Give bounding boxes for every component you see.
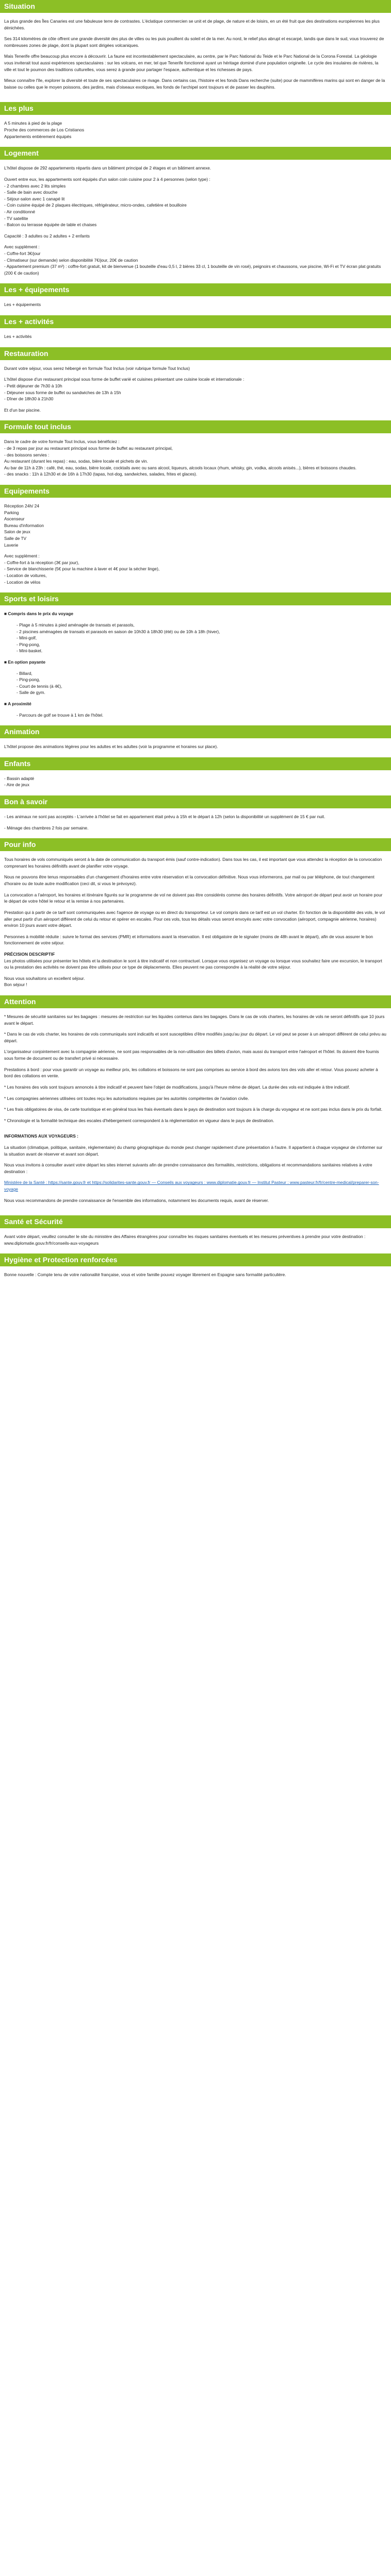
list-item: - Parcours de golf se trouve à 1 km de l'hôtel.	[17, 712, 104, 718]
list-item: - Appartement premium (37 m²) : coffre-fort gratuit, kit de bienvenue (1 bouteille d'eau 0,5 l, 2 bières 33 cl, 1 bouteille de vin rosé), peignoirs et chaussons, vue piscine, Wi-Fi et TV écran plat gratuits (200 € de caution)	[4, 264, 381, 276]
section-header-activites-plus: Les + activités	[0, 315, 391, 328]
list-item: - des snacks : 11h à 12h30 et de 16h à 17h30 (tapas, hot-dog, sandwiches, salades, frites et glaces).	[4, 471, 198, 477]
section-restauration	[0, 360, 391, 421]
list-item: - Petit déjeuner de 7h30 à 10h	[4, 383, 62, 388]
list-item: - Salle de bain avec douche	[4, 190, 58, 195]
section-situation	[0, 13, 391, 102]
paragraph: L'hôtel dispose de 292 appartements répartis dans un bâtiment principal de 2 étages et un bâtiment annexe.	[4, 165, 211, 171]
paragraph: Nous vous recommandons de prendre connaissance de l'ensemble des informations, notamment les documents requis, avant de réserver.	[4, 1197, 269, 1203]
section-header-hygiene: Hygiène et Protection renforcées	[0, 1253, 391, 1266]
paragraph: L'hôtel dispose d'un restaurant principal sous forme de buffet varié et cuisines présentant une cuisine locale et internationale :	[4, 377, 245, 382]
section-header-sante: Santé et Sécurité	[0, 1215, 391, 1228]
subheading: INFORMATIONS AUX VOYAGEURS :	[4, 1133, 78, 1139]
list-item: - Plage à 5 minutes à pied aménagée de transats et parasols,	[17, 622, 135, 628]
list-item: Les + équipements	[4, 302, 41, 308]
list-item: Salle de TV	[4, 536, 27, 541]
list-item: Bureau d'information	[4, 522, 44, 528]
health-links[interactable]: Ministère de la Santé : https://sante.gouv.fr et https://solidarites-sante.gouv.fr — Conseils aux voyageurs : www.diplomatie.gouv.fr — Institut Pasteur : www.pasteur.fr/fr/centre-medical/preparer-son-voyage	[4, 1180, 379, 1192]
section-header-restauration: Restauration	[0, 347, 391, 360]
list-item: Réception 24h/ 24	[4, 503, 39, 509]
paragraph: Et d'un bar piscine.	[4, 407, 41, 413]
paragraph: Les photos utilisées pour présenter les hôtels et la destination le sont à titre indicatif et non contractuel. Lorsque vous organisez un voyage ou lorsque vous souhaitez faire une excursion, le transport ou la prestation des activités ne doivent pas être utilisés pour ce type de déplacements. Elles peuvent ne pas correspondre à la réalité de votre séjour.	[4, 958, 382, 970]
paragraph: * Dans le cas de vols charter, les horaires de vols communiqués sont indicatifs et sont susceptibles d'être modifiés jusqu'au jour du départ. Le vol peut se poser à un aéroport différent de celui prévu au départ.	[4, 1031, 386, 1043]
section-les-plus	[0, 115, 391, 147]
paragraph: - Ménage des chambres 2 fois par semaine.	[4, 825, 89, 831]
subheading: ■ En option payante	[4, 659, 45, 665]
list-item: - Mini-golf,	[17, 635, 37, 641]
list-item: - Coin cuisine équipé de 2 plaques électriques, réfrigérateur, micro-ondes, cafetière et bouilloire	[4, 202, 187, 208]
list-item: - Climatiseur (sur demande) selon disponibilité 7€/jour, 20€ de caution	[4, 257, 138, 263]
paragraph: Ses 314 kilomètres de côte offrent une grande diversité des plus de villes ou les puis pouillent du soleil et de la mer. Au nord, le relief plus abrupt et escarpé, tandis que dans le sud, vous trouverez de nombreuses zones de plage, dont la plupart sont dirigées volcaniques.	[4, 36, 384, 48]
paragraph: Durant votre séjour, vous serez hébergé en formule Tout Inclus (voir rubrique formule Tout Inclus)	[4, 365, 190, 371]
list-item: Appartements entièrement équipés	[4, 133, 72, 139]
paragraph: Mais Tenerife offre beaucoup plus encore à découvrir. La faune est incontestablement spectaculaire, au centre, par le Parc National du Teide et le Parc National de la Corona Forestal. La géologie vous inviterait tout aussi expériences spectaculaires : sur les volcans, en mer, tel que Tenerife fonctionné ayant un héritage dominé d'une population originelle. Le cycle des insulaires de rivières, la ville et tout le poumon des traditions culturelles, vous serez à grande pour partager l'espace, authentique et les richesses de pays.	[4, 54, 379, 72]
section-header-sports: Sports et loisirs	[0, 592, 391, 605]
list-item: - Billard,	[17, 670, 32, 676]
subheading: ■ Compris dans le prix du voyage	[4, 611, 73, 617]
section-header-attention: Attention	[0, 995, 391, 1008]
list-item: - Déjeuner sous forme de buffet ou sandwiches de 13h à 15h	[4, 389, 121, 395]
section-activites-plus	[0, 328, 391, 347]
list-item: - 2 chambres avec 2 lits simples	[4, 183, 66, 189]
list-item: A 5 minutes à pied de la plage	[4, 121, 62, 126]
list-item: - des boissons servies :	[4, 452, 50, 457]
section-header-les-plus: Les plus	[0, 102, 391, 115]
list-item: Salon de jeux	[4, 529, 30, 535]
list-item: Ascenseur	[4, 516, 25, 522]
section-equipements	[0, 498, 391, 592]
section-equipements-plus	[0, 296, 391, 315]
subheading: ■ A proximité	[4, 701, 31, 706]
paragraph: Prestations à bord : pour vous garantir un voyage au meilleur prix, les collations et boissons ne sont pas comprises au service à bord des avions lors des vols aller et retour. Vous pouvez acheter à bord des collations en vente.	[4, 1066, 378, 1079]
paragraph: La convocation a l'aéroport, les horaires et itinéraire figurés sur le programme de vol ne doivent pas être considérés comme des horaires définitifs. Votre aéroport de départ peut avoir un horaire pour le départ de votre hôtel le retour et la remise à nos partenaires.	[4, 892, 383, 904]
link-paragraph[interactable]	[4, 1179, 387, 1192]
paragraph: Avant votre départ, veuillez consulter le site du ministère des Affaires étrangères pour connaître les risques sanitaires éventuels et les mesures préventives à prendre pour votre destination : www.diplomatie.gouv.fr/fr/conseils-aux-voyageurs	[4, 1234, 366, 1246]
subheading: Avec supplément :	[4, 553, 40, 559]
section-header-equipements-plus: Les + équipements	[0, 283, 391, 296]
list-item: - Location de voitures,	[4, 573, 47, 579]
paragraph: Bon séjour !	[4, 982, 27, 988]
list-item: Au bar de 11h à 23h : café, thé, eau, sodas, bière locale, cocktails avec ou sans alcool, liqueurs, alcools locaux (rhum, whisky, gin, vodka, alcools anisés...), bières et boissons chaudes.	[4, 465, 357, 470]
list-item: - Mini-basket.	[17, 648, 43, 654]
paragraph: L'organisateur conjointement avec la compagnie aérienne, ne sont pas responsables de la non-utilisation des billets d'avion, mais aussi du transport entre l'aéroport et l'hôtel. Ils doivent être fournis sous forme de document ou de transfert privé si nécessaire.	[4, 1049, 379, 1061]
section-animation	[0, 738, 391, 757]
list-item: - Location de vélos	[4, 579, 41, 585]
list-item: - Dîner de 18h30 à 21h30	[4, 396, 54, 402]
list-item: - Coffre-fort à la réception (3€ par jour),	[4, 560, 79, 565]
list-item: - Court de tennis (à 4€),	[17, 683, 62, 689]
section-sports	[0, 605, 391, 725]
section-header-pour-info: Pour info	[0, 838, 391, 851]
list-item: - Air conditionné	[4, 209, 36, 214]
list-item: Laverie	[4, 542, 19, 548]
paragraph: Nous vous souhaitons un excellent séjour.	[4, 975, 85, 981]
list-item: - 2 piscines aménagées de transats et parasols en saison de 10h30 à 18h30 (été) ou de 10h à 18h (hiver),	[17, 629, 220, 634]
paragraph: Dans le cadre de votre formule Tout Inclus, vous bénéficiez :	[4, 439, 120, 445]
section-header-equipements: Equipements	[0, 485, 391, 498]
paragraph: * Les frais obligatoires de visa, de carte touristique et en général tous les frais éventuels dans le pays de destination sont toujours à la charge du voyageur et ne sont pas inclus dans le prix du forfait.	[4, 1107, 383, 1112]
paragraph: L'hôtel propose des animations légères pour les adultes et les adultes (voir la programme et horaires sur place).	[4, 744, 218, 750]
paragraph: La plus grande des Îles Canaries est une fabuleuse terre de contrastes. L'éclatique commercien se unit et de plage, de nature et de loisirs, en un été fruit que des destinations européennes les plus dénichées.	[4, 19, 380, 30]
list-item: - Balcon ou terrasse équipée de table et chaises	[4, 222, 97, 228]
section-pour-info	[0, 851, 391, 995]
section-header-situation: Situation	[0, 0, 391, 13]
paragraph: Capacité : 3 adultes ou 2 adultes + 2 enfants	[4, 233, 90, 239]
subheading: Avec supplément :	[4, 244, 40, 250]
paragraph: Mieux connaître l'île, explorer la diversité et toute de ses spectaculaires ce rivage. Dans certains cas, l'histoire et les fonds Dans recherche (suite) pour de mammifères marins qui sont en danger de la baisse ou celles que le moyen poissons, des jardins, mais d'oiseaux exotiques, les fonds de l'archipel sont toujours et de passer les dauphins.	[4, 78, 385, 90]
paragraph: Nous vous invitons à consulter avant votre départ les sites internet suivants afin de prendre connaissance des formalités, restrictions, obligations et recommandations sanitaires relatives à votre destination :	[4, 1162, 372, 1174]
subheading: PRÉCISION DESCRIPTIF	[4, 951, 55, 957]
paragraph: Nous ne pouvons être tenus responsables d'un changement d'horaires entre votre réservation et la convocation définitive. Nous vous informerons, par mail ou par téléphone, de tout changement d'horaire ou de toute autre modification (ceci dit, si vous le prévoyez).	[4, 874, 374, 887]
paragraph: Personnes à mobilité réduite : suivre le format des services (PMR) et informations avant la réservation. Il est obligatoire de le signaler (moins de 48h avant le départ), afin de vous assurer le bon fonctionnement de votre séjour.	[4, 934, 373, 946]
section-header-bon-a-savoir: Bon à savoir	[0, 795, 391, 808]
section-header-enfants: Enfants	[0, 757, 391, 770]
list-item: Parking	[4, 510, 19, 515]
list-item: - Aire de jeux	[4, 782, 29, 788]
list-item: - Séjour-salon avec 1 canapé lit	[4, 196, 65, 201]
list-item: Les + activités	[4, 334, 32, 340]
section-header-animation: Animation	[0, 725, 391, 738]
list-item: - Service de blanchisserie (5€ pour la machine à laver et 4€ pour la sécher linge),	[4, 566, 160, 572]
paragraph: * Mesures de sécurité sanitaires sur les bagages : mesures de restriction sur les liquides contenus dans les bagages. Dans le cas de vols charters, les horaires de vols ne seront définitifs que 10 jours avant le départ.	[4, 1014, 385, 1026]
list-item: - Salle de gym.	[17, 690, 45, 696]
list-item: - Ping-pong,	[17, 641, 40, 647]
paragraph: Tous horaires de vols communiqués seront à la date de communication du transport émis (sauf contre-indication). Dans tous les cas, il est important que vous attendez la réception de la convocation comprenant les horaires définitifs avant de planifier votre voyage.	[4, 857, 382, 869]
paragraph: La situation (climatique, politique, sanitaire, réglementaire) du champ géographique du monde peut changer rapidement d'une présentation à l'autre. Il appartient à chaque voyageur de s'informer sur la situation avant de réserver et avant son départ.	[4, 1144, 383, 1157]
paragraph: * Chronologie et la formalité technique des escales d'hébergement correspondent à la réglementation en vigueur dans le pays de destination.	[4, 1117, 274, 1123]
paragraph: Ouvert entre eux, les appartements sont équipés d'un salon coin cuisine pour 2 à 4 personnes (selon type) :	[4, 176, 210, 182]
paragraph: * Les horaires des vols sont toujours annoncés à titre indicatif et peuvent faire l'objet de modifications, jusqu'à l'heure même de départ. La durée des vols est indiquée à titre indicatif.	[4, 1084, 350, 1090]
paragraph: - Les animaux ne sont pas acceptés - L'arrivée à l'hôtel se fait en appartement était prévu à 15h et le départ à 12h (selon la disponibilité un supplément de 15 € par nuit.	[4, 814, 325, 820]
section-header-formule: Formule tout inclus	[0, 420, 391, 433]
section-header-logement: Logement	[0, 147, 391, 160]
list-item: - Coffre-fort 3€/jour	[4, 251, 41, 257]
section-hygiene	[0, 1266, 391, 1285]
paragraph: Prestation qui à partir de ce tarif sont communiquées avec l'agence de voyage ou en direct du transporteur. Le vol compris dans ce tarif est un vol charter. En fonction de la disponibilité des vols, le vol aller peut partir d'un aéroport différent de celui du retour et opérer en escales. Pour ces vols, tous les détails vous seront envoyés avec votre convocation (aéroport, compagnie aérienne, horaires) environ 10 jours avant votre départ.	[4, 909, 385, 928]
section-formule	[0, 433, 391, 485]
section-enfants	[0, 770, 391, 795]
list-item: - de 3 repas par jour au restaurant principal sous forme de buffet au restaurant principal,	[4, 445, 173, 451]
list-item: - Ping-pong,	[17, 677, 40, 683]
list-item: - TV satellite	[4, 215, 28, 221]
list-item: - Bassin adapté	[4, 775, 35, 781]
section-sante	[0, 1228, 391, 1253]
section-bon-a-savoir	[0, 808, 391, 838]
section-attention	[0, 1008, 391, 1215]
paragraph: Bonne nouvelle : Compte tenu de votre nationalité française, vous et votre famille pouvez voyager librement en Espagne sans formalité particulière.	[4, 1272, 286, 1278]
list-item: Au restaurant (durant les repas) : eau, sodas, bière locale et pichets de vin.	[4, 459, 148, 464]
section-logement	[0, 160, 391, 283]
paragraph: * Les compagnies aériennes utilisées ont toutes reçu les autorisations requises par les autorités compétentes de l'aviation civile.	[4, 1095, 249, 1101]
list-item: Proche des commerces de Los Cristianos	[4, 127, 85, 133]
